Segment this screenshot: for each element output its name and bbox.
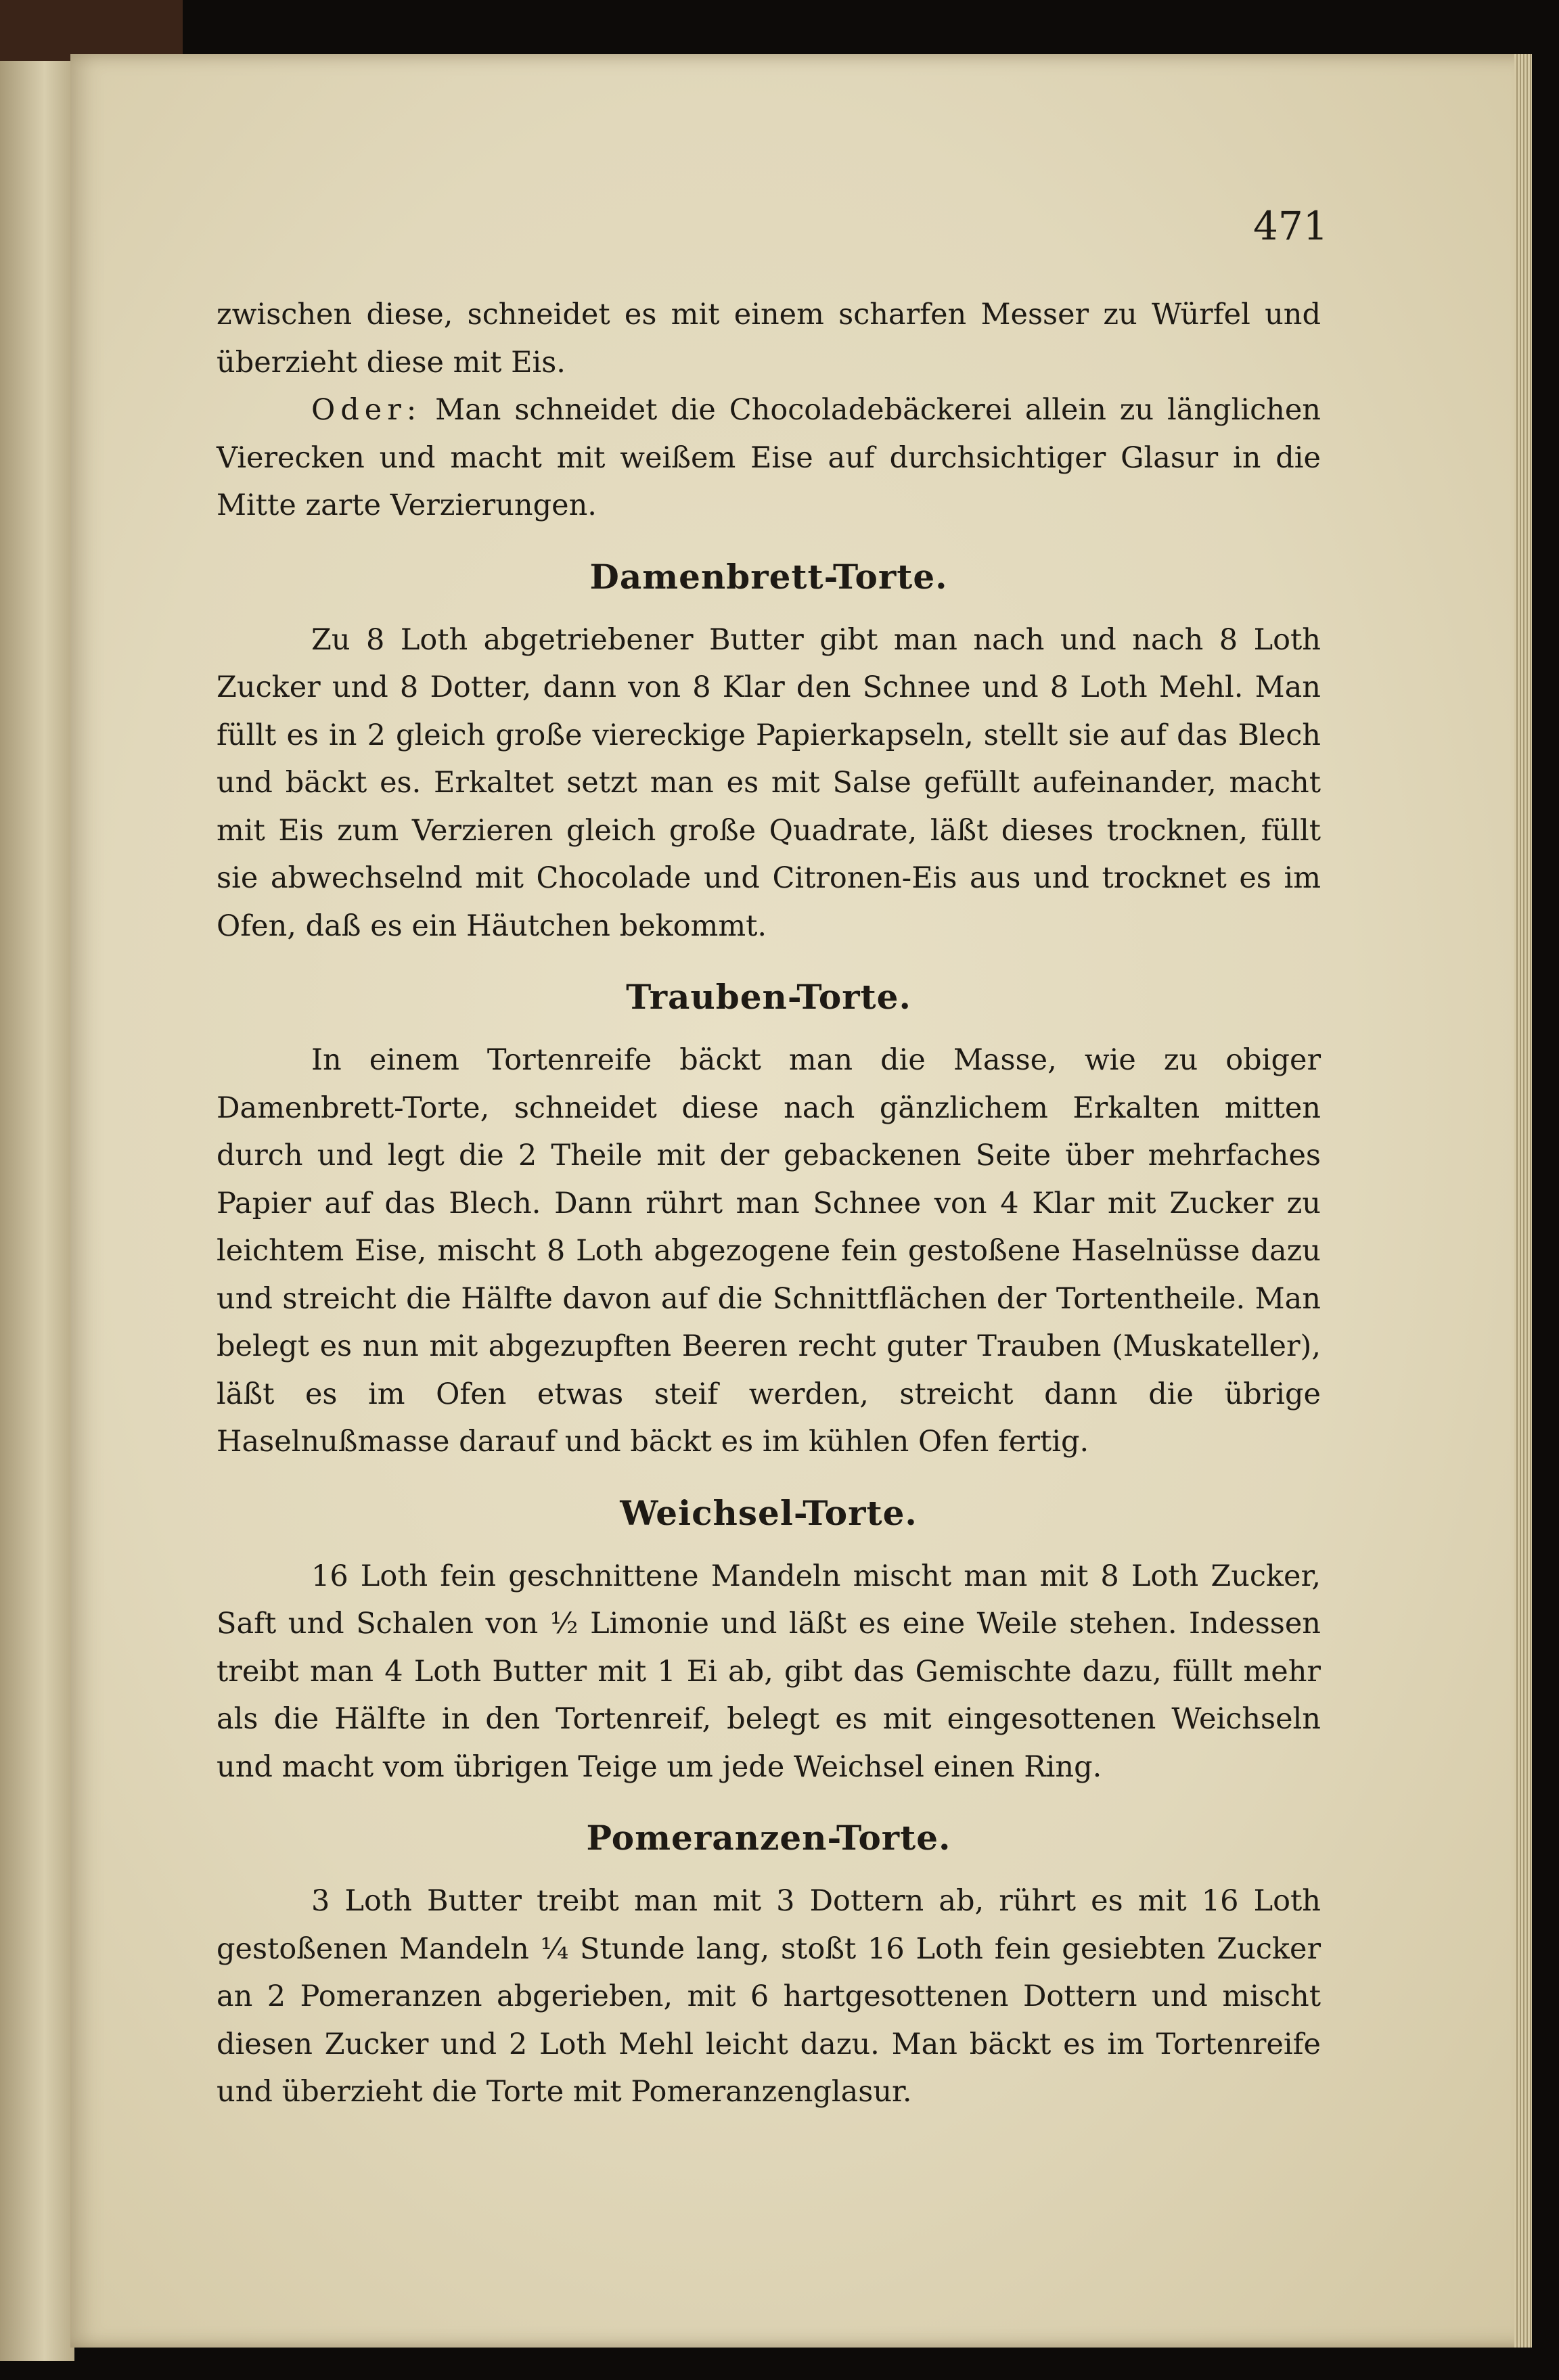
recipe-text-trauben: In einem Tortenreife bäckt man die Masse, wie zu obiger Damenbrett-Torte, schneidet diese nach gänzlichem Erkalten mitten durch und legt die 2 Theile mit der gebackenen Seite über mehrfaches Papier auf das Blech. Dann rührt man Schnee von 4 Klar mit Zucker zu leichtem Eise, mischt 8 Loth abgezogene fein gestoßene Haselnüsse dazu und streicht die Hälfte davon auf die Schnittflächen der Tortentheile. Man belegt es nun mit abgezupften Beeren recht guter Trauben (Muskateller), läßt es im Ofen etwas steif werden, streicht dann die übrige Haselnußmasse darauf und bäckt es im kühlen Ofen fertig. <box>217 1043 1321 1459</box>
recipe-title-trauben: Trauben-Torte. <box>626 977 911 1017</box>
page-body <box>217 291 1321 2116</box>
recipe-text-weichsel: 16 Loth fein geschnittene Mandeln mischt man mit 8 Loth Zucker, Saft und Schalen von ½ Limonie und läßt es eine Weile stehen. Indessen treibt man 4 Loth Butter mit 1 Ei ab, gibt das Gemischte dazu, füllt mehr als die Hälfte in den Tortenreif, belegt es mit eingesottenen Weichseln und macht vom übrigen Teige um jede Weichsel einen Ring. <box>217 1559 1321 1784</box>
page-stack-edge <box>1514 54 1532 2348</box>
recipe-text-pomeranzen: 3 Loth Butter treibt man mit 3 Dottern ab, rührt es mit 16 Loth gestoßenen Mandeln ¼ Stunde lang, stoßt 16 Loth fein gesiebten Zucker an 2 Pomeranzen abgerieben, mit 6 hartgesottenen Dottern und mischt diesen Zucker und 2 Loth Mehl leicht dazu. Man bäckt es im Tortenreife und überzieht die Torte mit Pomeranzenglasur. <box>217 1884 1321 2109</box>
oder-text: Man schneidet die Chocoladebäckerei allein zu länglichen Vierecken und macht mit weißem Eise auf durchsichtiger Glasur in die Mitte zarte Verzierungen. <box>217 393 1321 522</box>
recipe-text-damenbrett: Zu 8 Loth abgetriebener Butter gibt man nach und nach 8 Loth Zucker und 8 Dotter, dann von 8 Klar den Schnee und 8 Loth Mehl. Man füllt es in 2 gleich große viereckige Papierkapseln, stellt sie auf das Blech und bäckt es. Erkaltet setzt man es mit Salse gefüllt aufeinander, macht mit Eis zum Verzieren gleich große Quadrate, läßt dieses trocknen, füllt sie abwechselnd mit Chocolade und Citronen-Eis aus und trocknet es im Ofen, daß es ein Häutchen bekommt. <box>217 622 1321 943</box>
page-number: 471 <box>1253 203 1328 249</box>
recipe-title-weichsel: Weichsel-Torte. <box>620 1492 918 1533</box>
oder-paragraph <box>217 386 1321 530</box>
left-page-edge <box>0 61 74 2361</box>
intro-paragraph: zwischen diese, schneidet es mit einem scharfen Messer zu Würfel und überzieht diese mit Eis. <box>217 298 1321 380</box>
recipe-title-damenbrett: Damenbrett-Torte. <box>589 556 948 597</box>
oder-label: Oder: <box>311 393 422 427</box>
recipe-title-pomeranzen: Pomeranzen-Torte. <box>586 1818 951 1858</box>
